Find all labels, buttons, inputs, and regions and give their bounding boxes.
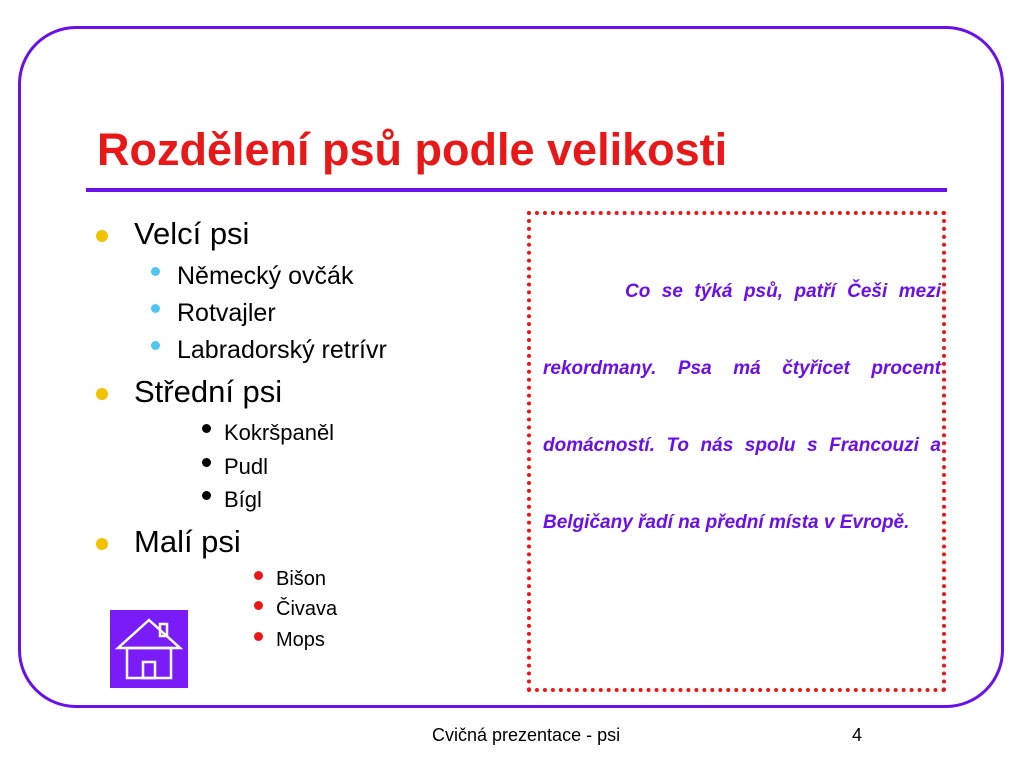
black-bullet-icon (202, 458, 211, 467)
yellow-bullet-icon (96, 230, 108, 242)
page-number: 4 (852, 725, 863, 745)
group-label: Velcí psi (134, 216, 250, 251)
title-divider (86, 188, 947, 192)
callout-box (527, 211, 946, 692)
slide-title: Rozdělení psů podle velikosti (97, 124, 728, 175)
black-bullet-icon (202, 491, 211, 500)
red-bullet-icon (254, 632, 263, 641)
black-bullet-icon (202, 424, 211, 433)
group-label: Malí psi (134, 524, 241, 559)
cyan-bullet-icon (151, 267, 160, 276)
cyan-bullet-icon (151, 341, 160, 350)
home-button[interactable] (110, 610, 188, 688)
red-bullet-icon (254, 601, 263, 610)
yellow-bullet-icon (96, 538, 108, 550)
callout-text: Co se týká psů, patří Češi mezi rekordmany. Psa má čtyřicet procent domácností. To nás spolu s Francouzi a Belgičany řadí na přední místa v Evropě. (543, 281, 941, 533)
footer-title: Cvičná prezentace - psi (432, 725, 621, 745)
home-icon (110, 610, 188, 688)
yellow-bullet-icon (96, 388, 108, 400)
red-bullet-icon (254, 571, 263, 580)
cyan-bullet-icon (151, 304, 160, 313)
group-label: Střední psi (134, 374, 283, 409)
